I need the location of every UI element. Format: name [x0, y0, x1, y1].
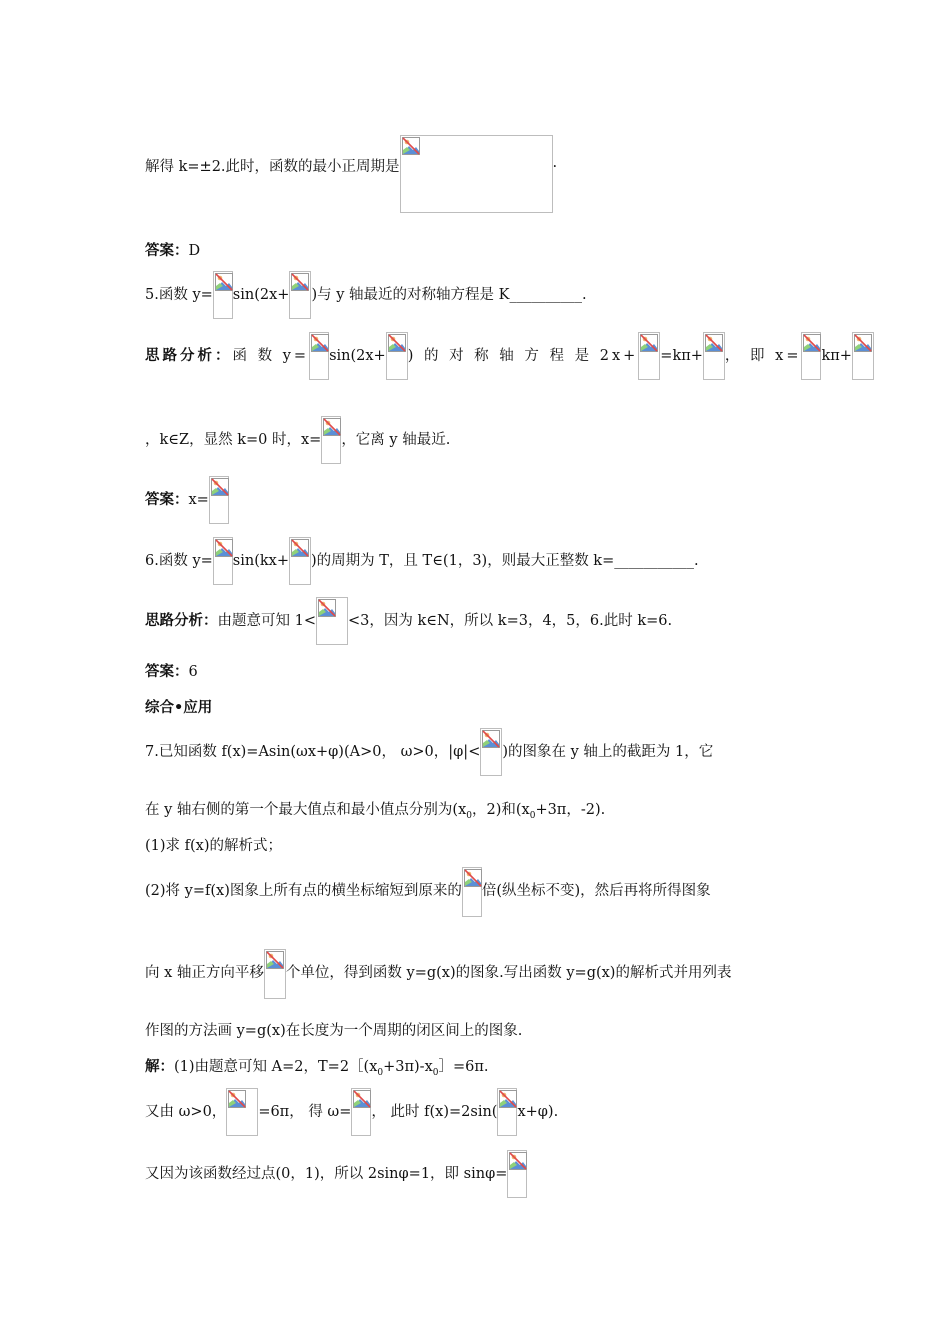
text: <3，因为 k∈N，所以 k=3，4，5，6.此时 k=6.: [347, 613, 673, 629]
text: )的图象在 y 轴上的截距为 1，它: [502, 744, 714, 760]
image-placeholder: [507, 1150, 527, 1198]
text: =kπ+: [660, 348, 703, 364]
text: sin(2x+: [329, 348, 386, 364]
image-placeholder: [703, 332, 725, 380]
image-placeholder: [289, 537, 311, 585]
text: ) 的 对 称 轴 方 程 是 2x+: [407, 348, 639, 364]
line-period: [145, 135, 557, 213]
broken-image-icon: [482, 730, 500, 748]
subscript: 0: [466, 810, 472, 821]
text: +3π，-2).: [535, 802, 606, 818]
text: 由题意可知 1<: [217, 613, 316, 629]
answer-6: [145, 660, 198, 681]
broken-image-icon: [323, 418, 341, 436]
broken-image-icon: [266, 951, 284, 969]
image-placeholder: [289, 271, 311, 319]
question-7-line-b: [145, 798, 605, 821]
answer-5: [145, 476, 229, 524]
section-title: 综合•应用: [145, 700, 213, 716]
image-placeholder: [852, 332, 874, 380]
broken-image-icon: [854, 334, 872, 352]
question-7-part-2-end: 作图的方法画 y=g(x)在长度为一个周期的闭区间上的图象.: [145, 1023, 523, 1039]
broken-image-icon: [211, 478, 229, 496]
broken-image-icon: [215, 273, 233, 291]
analysis-5: [145, 332, 874, 380]
image-placeholder: [226, 1088, 258, 1136]
image-placeholder: [316, 597, 348, 645]
analysis-label: 思路分析：: [145, 348, 233, 364]
subscript: 0: [432, 1067, 439, 1078]
analysis-5-cont: [145, 416, 450, 464]
text: 又因为该函数经过点(0，1)，所以 2sinφ=1，即 sinφ=: [145, 1166, 508, 1182]
text: 又由 ω>0，: [145, 1104, 227, 1120]
text: x+φ).: [517, 1104, 559, 1120]
question-6: [145, 537, 699, 585]
solution-7-line-c: [145, 1150, 527, 1198]
image-placeholder: [213, 271, 233, 319]
question-5: [145, 271, 587, 319]
question-7-part-2-cont: [145, 949, 731, 999]
solution-7-line-a: [145, 1055, 489, 1078]
text: 6.函数 y=: [145, 553, 213, 569]
broken-image-icon: [388, 334, 406, 352]
text: 7.已知函数 f(x)=Asin(ωx+φ)(A>0， ω>0，|φ|<: [145, 744, 481, 760]
image-placeholder: [309, 332, 329, 380]
text: ，k∈Z，显然 k=0 时，x=: [145, 432, 322, 448]
analysis-label: 思路分析：: [145, 613, 218, 629]
text: +3π)-x: [383, 1059, 433, 1075]
text: ，它离 y 轴最近.: [341, 432, 451, 448]
image-placeholder: [264, 949, 286, 999]
text: 解得 k=±2.此时，函数的最小正周期是: [145, 159, 400, 175]
text: 个单位，得到函数 y=g(x)的图象.写出函数 y=g(x)的解析式并用列表: [285, 965, 732, 981]
broken-image-icon: [228, 1090, 246, 1108]
answer-line: [145, 239, 200, 260]
text: 向 x 轴正方向平移: [145, 965, 264, 981]
image-placeholder: [321, 416, 341, 464]
answer-value: x=: [188, 492, 209, 508]
broken-image-icon: [402, 137, 420, 155]
answer-label: 答案：: [145, 492, 189, 508]
image-placeholder: [801, 332, 821, 380]
broken-image-icon: [499, 1090, 517, 1108]
text: 函 数 y=: [232, 348, 310, 364]
broken-image-icon: [353, 1090, 371, 1108]
text: ， 此时 f(x)=2sin(: [371, 1104, 498, 1120]
broken-image-icon: [705, 334, 723, 352]
question-7-part-1: (1)求 f(x)的解析式；: [145, 838, 283, 854]
solution-7-line-b: [145, 1088, 558, 1136]
image-placeholder: [351, 1088, 371, 1136]
text: 在 y 轴右侧的第一个最大值点和最小值点分别为(x: [145, 802, 467, 818]
image-placeholder: [497, 1088, 517, 1136]
text: .: [552, 155, 558, 171]
answer-label: 答案：: [145, 664, 189, 680]
image-placeholder: [462, 867, 482, 917]
text: ］=6π.: [438, 1059, 489, 1075]
text: )与 y 轴最近的对称轴方程是 K__________.: [311, 287, 587, 303]
answer-value: D: [188, 243, 201, 259]
broken-image-icon: [291, 539, 309, 557]
question-7: [145, 728, 713, 776]
broken-image-icon: [215, 539, 233, 557]
text: (2)将 y=f(x)图象上所有点的横坐标缩短到原来的: [145, 883, 462, 899]
broken-image-icon: [464, 869, 482, 887]
broken-image-icon: [640, 334, 658, 352]
image-placeholder: [386, 332, 408, 380]
answer-value: 6: [188, 664, 198, 680]
broken-image-icon: [803, 334, 821, 352]
text: kπ+: [821, 348, 852, 364]
text: 倍(纵坐标不变)，然后再将所得图象: [481, 883, 711, 899]
image-placeholder: [480, 728, 502, 776]
solution-label: 解：: [145, 1059, 174, 1075]
text: (1)由题意可知 A=2，T=2［(x: [174, 1059, 378, 1075]
text: =6π， 得 ω=: [258, 1104, 352, 1120]
text: sin(kx+: [232, 553, 289, 569]
broken-image-icon: [291, 273, 309, 291]
question-7-part-2: [145, 867, 711, 917]
subscript: 0: [529, 810, 536, 821]
answer-label: 答案：: [145, 243, 189, 259]
subscript: 0: [377, 1067, 384, 1078]
text: )的周期为 T，且 T∈(1，3)，则最大正整数 k=___________.: [310, 553, 699, 569]
text: ， 即 x=: [724, 348, 802, 364]
text: sin(2x+: [232, 287, 290, 303]
image-placeholder: [213, 537, 233, 585]
image-placeholder: [638, 332, 660, 380]
broken-image-icon: [311, 334, 329, 352]
image-placeholder: [209, 476, 229, 524]
image-placeholder: [400, 135, 553, 213]
text: 5.函数 y=: [145, 287, 213, 303]
text: ，2)和(x: [471, 802, 530, 818]
broken-image-icon: [509, 1152, 527, 1170]
broken-image-icon: [318, 599, 336, 617]
analysis-6: [145, 597, 672, 645]
